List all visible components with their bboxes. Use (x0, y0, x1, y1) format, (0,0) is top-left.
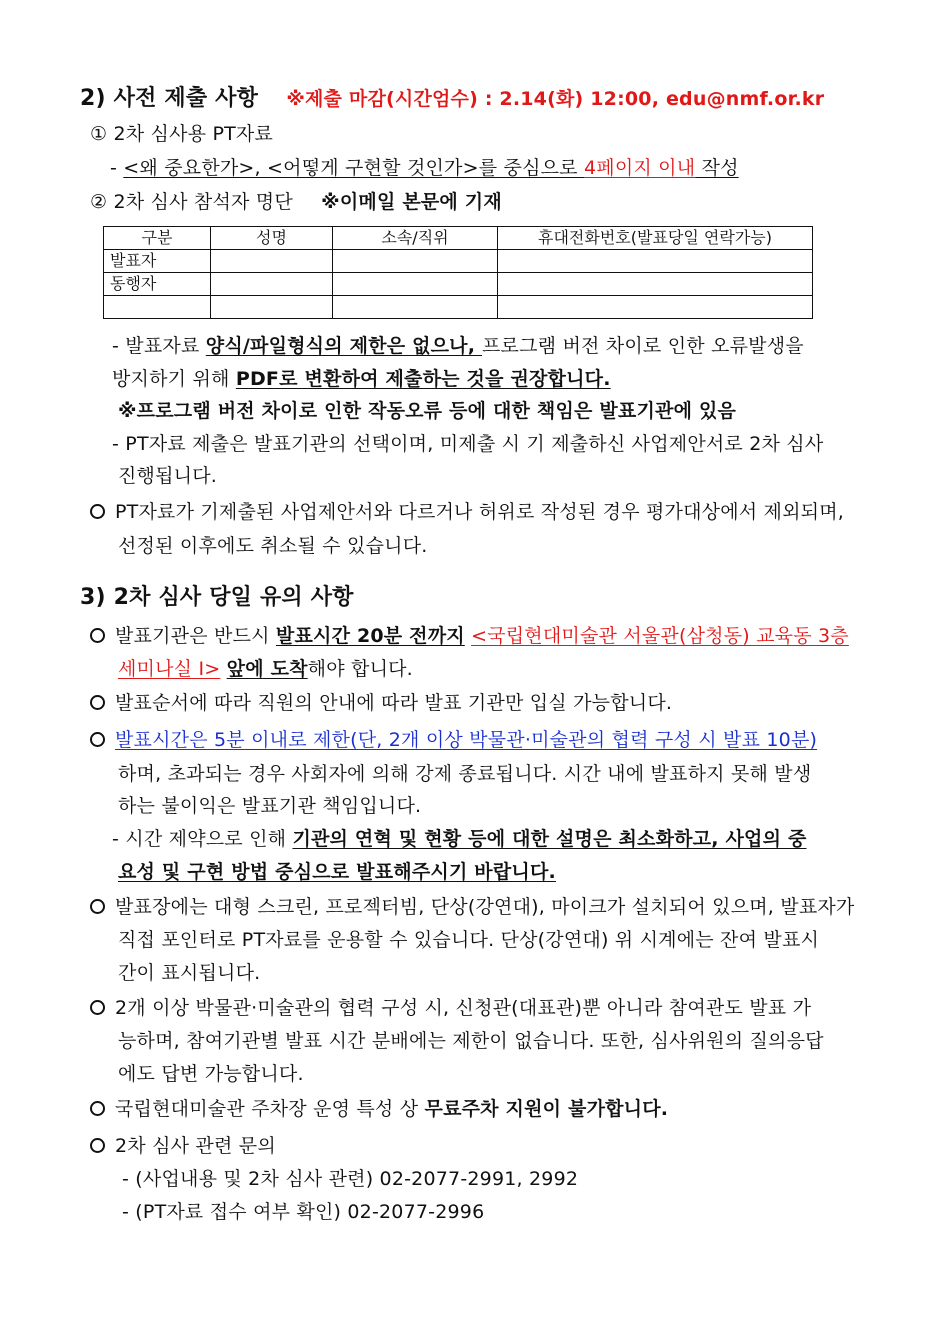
table-row (104, 296, 813, 319)
table-cell (104, 296, 211, 319)
email-body-note: ※이메일 본문에 기재 (321, 191, 502, 213)
section-3-title: 3) 2차 심사 당일 유의 사항 (80, 585, 354, 610)
bullet-parking: 국립현대미술관 주차장 운영 특성 상 무료주차 지원이 불가합니다. (90, 1096, 668, 1122)
contact-business: - (사업내용 및 2차 심사 관련) 02-2077-2991, 2992 (122, 1168, 579, 1190)
attendee-table (103, 226, 813, 319)
bullet-arrival-cont: 세미나실 I> 앞에 도착해야 합니다. (118, 658, 413, 680)
note-pt-optional-cont: 진행됩니다. (118, 465, 218, 487)
table-cell (333, 273, 498, 296)
table-cell (333, 250, 498, 273)
note-file-format: - 발표자료 양식/파일형식의 제한은 없으나, 프로그램 버전 차이로 인한 오류발생을 (112, 335, 804, 357)
table-header: 성명 (211, 227, 333, 250)
table-header: 소속/직위 (333, 227, 498, 250)
table-cell (333, 296, 498, 319)
note-focus: - 시간 제약으로 인해 기관의 연혁 및 현황 등에 대한 설명은 최소화하고, 사업의 중 (112, 828, 807, 850)
item-pt-material-detail: - <왜 중요한가>, <어떻게 구현할 것인가>를 중심으로 4페이지 이내 작성 (110, 157, 739, 179)
circle-bullet-icon (90, 628, 105, 643)
note-pdf-recommend: 방지하기 위해 PDF로 변환하여 제출하는 것을 권장합니다. (112, 368, 611, 390)
table-header: 휴대전화번호(발표당일 연락가능) (498, 227, 813, 250)
table-cell: 발표자 (104, 250, 211, 273)
note-pt-optional: - PT자료 제출은 발표기관의 선택이며, 미제출 시 기 제출하신 사업제안서로 2차 심사 (112, 433, 824, 455)
bullet-time-limit: 발표시간은 5분 이내로 제한(단, 2개 이상 박물관·미술관의 협력 구성 시 발표 10분) (90, 727, 817, 753)
bullet-contact: 2차 심사 관련 문의 (90, 1133, 276, 1159)
circle-bullet-icon (90, 504, 105, 519)
bullet-arrival: 발표기관은 반드시 발표시간 20분 전까지 <국립현대미술관 서울관(삼청동) 교육동 3층 (90, 623, 849, 649)
circle-bullet-icon (90, 899, 105, 914)
bullet-cooperation-cont2: 에도 답변 가능합니다. (118, 1063, 304, 1085)
table-header-row (104, 227, 813, 250)
table-row (104, 273, 813, 296)
bullet-false-info-cont: 선정된 이후에도 취소될 수 있습니다. (118, 535, 428, 557)
table-cell (498, 250, 813, 273)
note-focus-cont: 요성 및 구현 방법 중심으로 발표해주시기 바랍니다. (118, 861, 556, 883)
deadline-notice: ※제출 마감(시간엄수) : 2.14(화) 12:00, edu@nmf.or.kr (286, 88, 825, 110)
section-2-heading (80, 86, 824, 112)
table-cell (498, 273, 813, 296)
item-attendee-list: ② 2차 심사 참석자 명단 ※이메일 본문에 기재 (90, 191, 502, 213)
table-cell: 동행자 (104, 273, 211, 296)
item-pt-material: ① 2차 심사용 PT자료 (90, 123, 274, 145)
bullet-entry-order: 발표순서에 따라 직원의 안내에 따라 발표 기관만 입실 가능합니다. (90, 690, 672, 716)
table-cell (211, 296, 333, 319)
circle-bullet-icon (90, 1138, 105, 1153)
bullet-time-limit-cont1: 하며, 초과되는 경우 사회자에 의해 강제 종료됩니다. 시간 내에 발표하지 못해 발생 (118, 763, 812, 785)
section-2-title: 2) 사전 제출 사항 (80, 86, 259, 111)
bullet-equipment: 발표장에는 대형 스크린, 프로젝터빔, 단상(강연대), 마이크가 설치되어 있으며, 발표자가 (90, 894, 855, 920)
bullet-equipment-cont2: 간이 표시됩니다. (118, 962, 261, 984)
bullet-cooperation-cont1: 능하며, 참여기관별 발표 시간 분배에는 제한이 없습니다. 또한, 심사위원의 질의응답 (118, 1030, 824, 1052)
circle-bullet-icon (90, 732, 105, 747)
table-header: 구분 (104, 227, 211, 250)
table-cell (211, 250, 333, 273)
bullet-time-limit-cont2: 하는 불이익은 발표기관 책임입니다. (118, 795, 422, 817)
contact-pt-receipt: - (PT자료 접수 여부 확인) 02-2077-2996 (122, 1201, 485, 1223)
table-row (104, 250, 813, 273)
table-cell (498, 296, 813, 319)
circle-bullet-icon (90, 1000, 105, 1015)
circle-bullet-icon (90, 1101, 105, 1116)
note-responsibility: ※프로그램 버전 차이로 인한 작동오류 등에 대한 책임은 발표기관에 있음 (118, 400, 737, 422)
bullet-false-info: PT자료가 기제출된 사업제안서와 다르거나 허위로 작성된 경우 평가대상에서 제외되며, (90, 499, 844, 525)
circle-bullet-icon (90, 695, 105, 710)
bullet-equipment-cont1: 직접 포인터로 PT자료를 운용할 수 있습니다. 단상(강연대) 위 시계에는 잔여 발표시 (118, 929, 820, 951)
bullet-cooperation: 2개 이상 박물관·미술관의 협력 구성 시, 신청관(대표관)뿐 아니라 참여관도 발표 가 (90, 995, 811, 1021)
table-cell (211, 273, 333, 296)
